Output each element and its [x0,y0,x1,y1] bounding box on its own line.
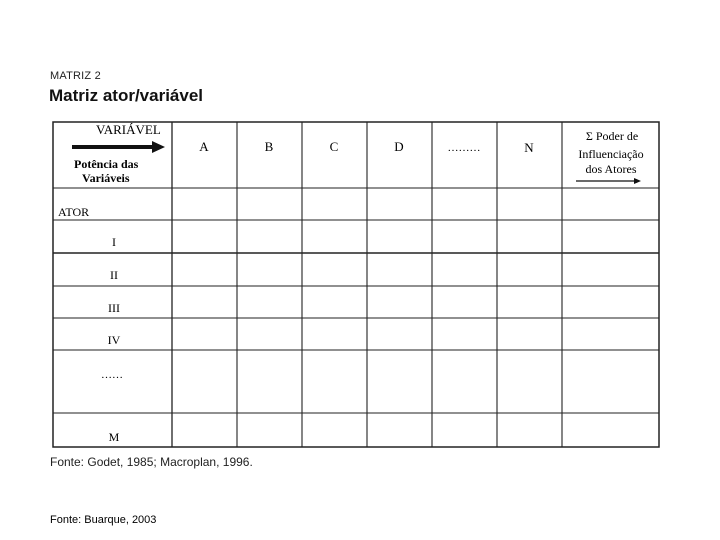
potency-label-line2: Variáveis [82,171,130,185]
row-label-iv: IV [107,333,121,347]
sum-header-line2: Influenciação [578,147,644,161]
column-header-c: C [329,139,339,154]
sum-header-line3: dos Atores [585,162,637,176]
row-label-ellipsis: …… [101,369,123,381]
potency-label-line1: Potência das [74,157,139,171]
arrow-right-icon [72,141,165,153]
table-grid [53,122,659,447]
matrix-label: MATRIZ 2 [50,70,101,82]
matrix-title: Matriz ator/variável [49,86,204,105]
column-header-a: A [199,139,209,154]
sum-header-line1: Σ Poder de [585,129,639,143]
table-source: Fonte: Godet, 1985; Macroplan, 1996. [50,455,253,469]
column-header-ellipsis: ……… [447,142,481,154]
variable-header: VARIÁVEL [96,122,161,137]
actor-header: ATOR [58,205,90,219]
column-header-d: D [394,139,404,154]
row-label-i: I [112,235,116,249]
column-header-n: N [524,140,534,155]
row-label-ii: II [110,268,118,282]
row-label-m: M [108,430,120,444]
footer-source: Fonte: Buarque, 2003 [50,514,157,526]
row-label-iii: III [108,301,120,315]
arrow-right-icon [576,178,641,184]
column-header-b: B [264,139,274,154]
